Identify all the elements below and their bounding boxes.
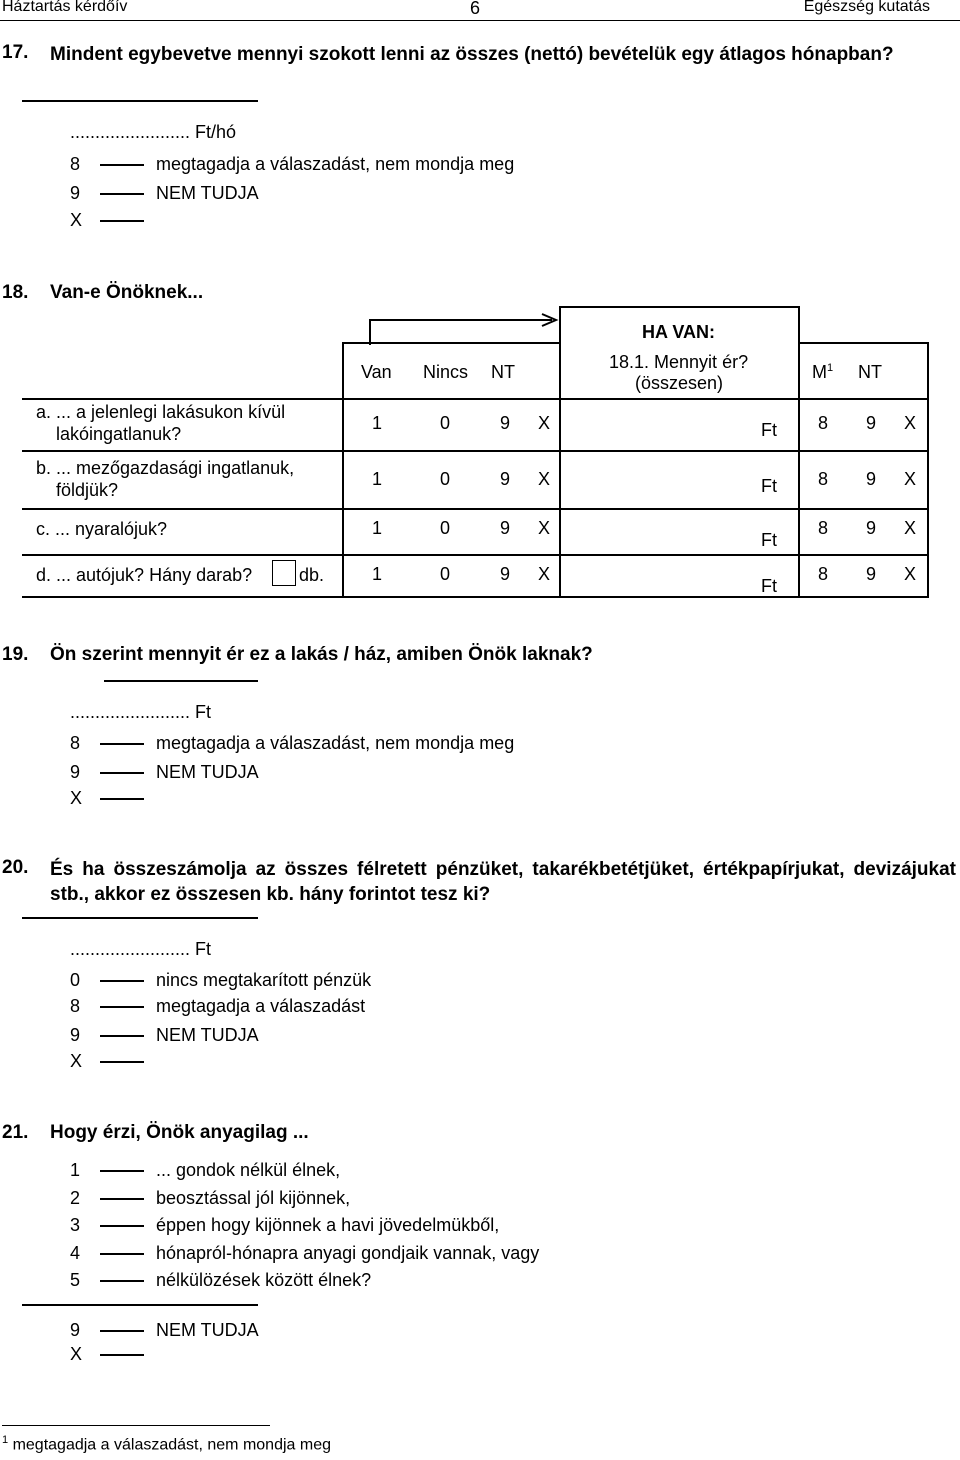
row-c-ft[interactable]: Ft — [761, 530, 777, 550]
q19-answer-field[interactable]: ........................ Ft — [70, 702, 212, 722]
col-van: Van — [361, 362, 392, 382]
q21-number: 21. — [2, 1122, 29, 1143]
q19-number: 19. — [2, 644, 29, 665]
row-d-unit: db. — [299, 565, 325, 585]
row-b-van[interactable]: 1 — [372, 469, 383, 489]
col-nincs: Nincs — [423, 362, 469, 382]
page-number: 6 — [470, 0, 481, 18]
col-m: $M^1$ — [812, 362, 834, 382]
q18-number: 18. — [2, 282, 29, 303]
q20-option-9[interactable]: 9 NEM TUDJA — [70, 1025, 259, 1045]
row-a-van[interactable]: 1 — [372, 413, 383, 433]
q20-text: És ha összeszámolja az összes félretett pénzüket, takarékbetétjüket, értékpapírjukat, devizájukat stb., akkor ez összesen kb. hány forintot tesz ki? — [50, 859, 956, 905]
row-b-nt[interactable]: 9 — [500, 469, 511, 489]
row-d-mx[interactable]: X — [904, 564, 917, 584]
q17-option-x[interactable]: X — [70, 210, 156, 231]
row-c-van[interactable]: 1 — [372, 518, 383, 538]
q21-option-4[interactable]: 4 hónapról-hónapra anyagi gondjaik vannak, vagy — [70, 1243, 540, 1263]
row-a-nincs[interactable]: 0 — [440, 413, 451, 433]
row-c-label: c. ... nyaralójuk? — [36, 519, 168, 539]
col-nt2: NT — [858, 362, 882, 382]
q21-option-1[interactable]: 1 ... gondok nélkül élnek, — [70, 1160, 341, 1180]
q18-text: Van-e Önöknek... — [50, 282, 204, 303]
q20-option-0[interactable]: 0 nincs megtakarított pénzük — [70, 970, 372, 990]
q21-separator — [22, 1304, 258, 1306]
row-c-x[interactable]: X — [538, 518, 551, 538]
q21-question — [2, 1122, 309, 1144]
row-d-x[interactable]: X — [538, 564, 551, 584]
q21-option-9[interactable]: 9 NEM TUDJA — [70, 1320, 259, 1340]
q17-option-8[interactable]: 8 megtagadja a válaszadást, nem mondja meg — [70, 154, 515, 174]
q20-answer-field[interactable]: ........................ Ft — [70, 939, 212, 959]
row-b-label-2: földjük? — [56, 480, 119, 500]
q18-question — [2, 282, 203, 304]
row-b-m8[interactable]: 8 — [818, 469, 829, 489]
col-nt: NT — [491, 362, 515, 382]
q21-option-x[interactable]: X — [70, 1344, 156, 1365]
q17-option-9[interactable]: 9 NEM TUDJA — [70, 183, 259, 203]
row-b-ft[interactable]: Ft — [761, 476, 777, 496]
footnote — [2, 1434, 331, 1454]
row-a-nt[interactable]: 9 — [500, 413, 511, 433]
row-c-m9[interactable]: 9 — [866, 518, 877, 538]
row-a-label: a. ... a jelenlegi lakásukon kívül — [36, 402, 286, 422]
car-count-box[interactable] — [272, 560, 296, 586]
row-c-nincs[interactable]: 0 — [440, 518, 451, 538]
footnote-rule — [2, 1425, 270, 1426]
row-b-mx[interactable]: X — [904, 469, 917, 489]
footnote-text: megtagadja a válaszadást, nem mondja meg — [12, 1436, 331, 1454]
filter-arrow — [360, 310, 570, 350]
header-left: Háztartás kérdőív — [2, 0, 128, 15]
ha-van-label: HA VAN: — [642, 322, 715, 342]
q17-question — [2, 42, 954, 67]
row-d-ft[interactable]: Ft — [761, 576, 777, 596]
q19-option-9[interactable]: 9 NEM TUDJA — [70, 762, 259, 782]
q19-option-8[interactable]: 8 megtagadja a válaszadást, nem mondja meg — [70, 733, 515, 753]
q20-option-8[interactable]: 8 megtagadja a válaszadást — [70, 996, 366, 1016]
q21-option-5[interactable]: 5 nélkülözések között élnek? — [70, 1270, 372, 1290]
q17-text: Mindent egybevetve mennyi szokott lenni az összes (nettó) bevételük egy átlagos hónapban? — [50, 44, 894, 65]
q19-question — [2, 644, 593, 666]
row-b-x[interactable]: X — [538, 469, 551, 489]
q19-text: Ön szerint mennyit ér ez a lakás / ház, amiben Önök laknak? — [50, 644, 593, 665]
footnote-mark: 1 — [2, 1434, 9, 1446]
col-value-sub: (összesen) — [635, 373, 724, 393]
q19-separator — [104, 680, 258, 682]
row-b-m9[interactable]: 9 — [866, 469, 877, 489]
q17-answer-field[interactable]: ........................ Ft/hó — [70, 122, 237, 142]
row-d-van[interactable]: 1 — [372, 564, 383, 584]
row-d-nt[interactable]: 9 — [500, 564, 511, 584]
q20-separator — [22, 917, 258, 919]
row-d-label: d. ... autójuk? Hány darab? — [36, 565, 253, 585]
row-c-nt[interactable]: 9 — [500, 518, 511, 538]
row-d-nincs[interactable]: 0 — [440, 564, 451, 584]
col-value: 18.1. Mennyit ér? — [609, 352, 749, 372]
row-d-m9[interactable]: 9 — [866, 564, 877, 584]
q17-separator — [22, 100, 258, 102]
row-a-ft[interactable]: Ft — [761, 420, 777, 440]
q21-text: Hogy érzi, Önök anyagilag ... — [50, 1122, 309, 1143]
row-a-mx[interactable]: X — [904, 413, 917, 433]
row-b-nincs[interactable]: 0 — [440, 469, 451, 489]
q20-option-x[interactable]: X — [70, 1051, 156, 1072]
row-a-m9[interactable]: 9 — [866, 413, 877, 433]
row-a-label-2: lakóingatlanuk? — [56, 424, 182, 444]
row-d-m8[interactable]: 8 — [818, 564, 829, 584]
q20-number: 20. — [2, 857, 29, 878]
q19-option-x[interactable]: X — [70, 788, 156, 809]
q21-option-2[interactable]: 2 beosztással jól kijönnek, — [70, 1188, 351, 1208]
row-c-m8[interactable]: 8 — [818, 518, 829, 538]
row-b-label: b. ... mezőgazdasági ingatlanuk, — [36, 458, 295, 478]
header-rule — [0, 20, 960, 21]
row-a-x[interactable]: X — [538, 413, 551, 433]
q20-question — [2, 857, 956, 907]
row-a-m8[interactable]: 8 — [818, 413, 829, 433]
header-right: Egészség kutatás — [803, 0, 930, 15]
q17-number: 17. — [2, 42, 29, 63]
q21-option-3[interactable]: 3 éppen hogy kijönnek a havi jövedelmükből, — [70, 1215, 500, 1235]
row-c-mx[interactable]: X — [904, 518, 917, 538]
